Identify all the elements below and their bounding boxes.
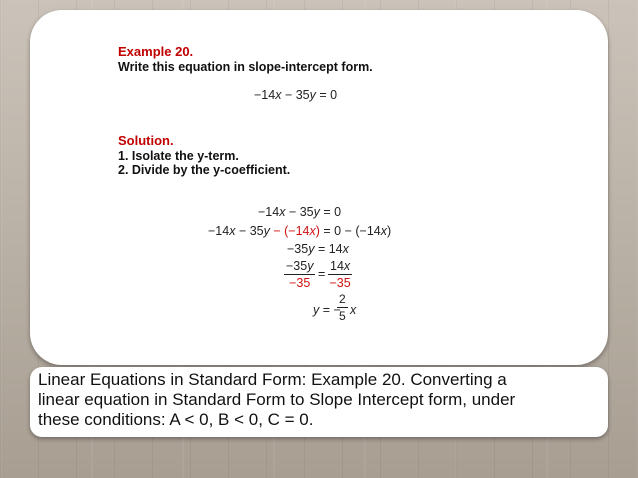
fraction-right: 14x −35 <box>329 259 351 290</box>
solution-title: Solution. <box>118 133 174 148</box>
fraction-left: −35y −35 <box>286 259 314 290</box>
work-line-2: −14x − 35y − (−14x) = 0 − (−14x) <box>208 224 392 238</box>
step-2: 2. Divide by the y-coefficient. <box>118 163 291 177</box>
instruction-text: Write this equation in slope-intercept form. <box>118 60 373 74</box>
step-1: 1. Isolate the y-term. <box>118 149 239 163</box>
fraction-equals: = <box>318 267 326 281</box>
final-fraction: 2 5 <box>339 292 346 323</box>
final-variable: x <box>350 303 357 317</box>
problem-equation: −14x − 35y = 0 <box>254 88 338 102</box>
caption-line: Linear Equations in Standard Form: Example 20. Converting a <box>38 370 507 389</box>
work-line-1: −14x − 35y = 0 <box>258 205 342 219</box>
final-lhs: y = − <box>313 303 341 317</box>
work-line-3: −35y = 14x <box>287 242 349 256</box>
caption-box <box>30 367 608 437</box>
example-title: Example 20. <box>118 44 194 59</box>
caption-line: these conditions: A < 0, B < 0, C = 0. <box>38 410 314 429</box>
caption-line: linear equation in Standard Form to Slope Intercept form, under <box>38 390 516 409</box>
